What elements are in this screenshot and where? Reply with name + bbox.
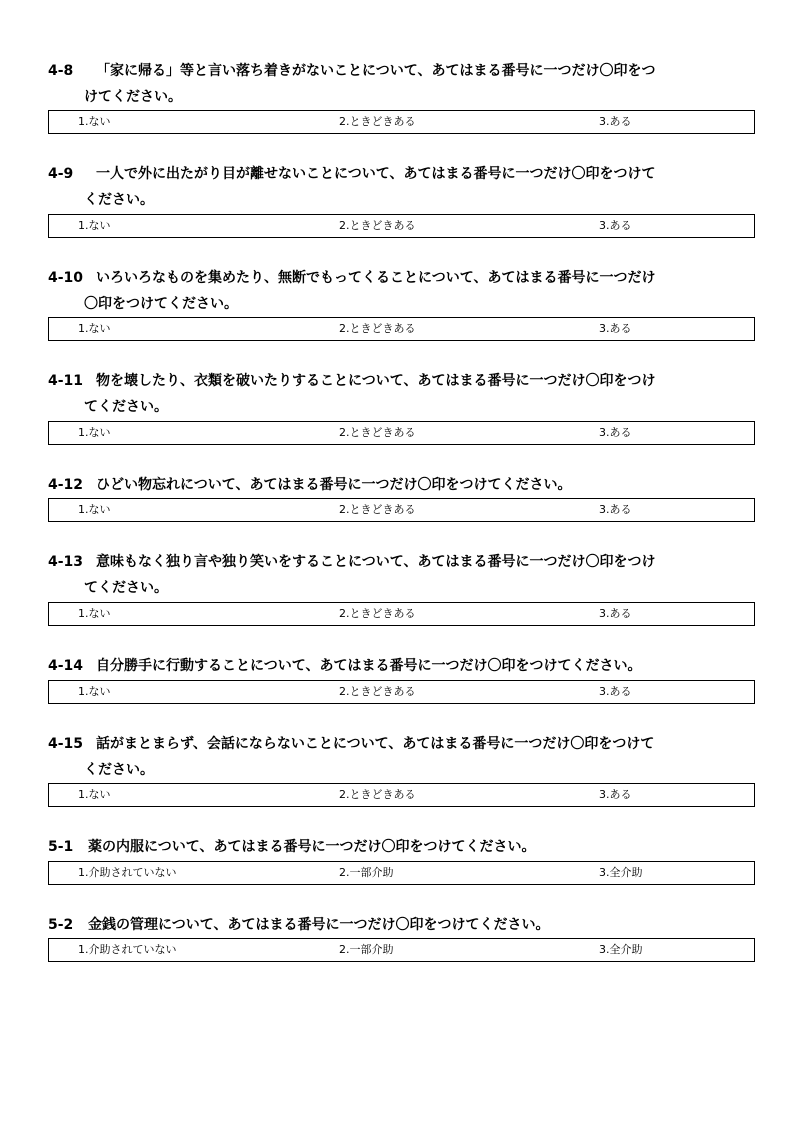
answer-options-box — [48, 783, 755, 807]
option-3[interactable]: 3.ある — [599, 607, 632, 620]
answer-options-box — [48, 110, 755, 134]
question-number: 4-10 — [48, 270, 84, 286]
question-number: 4-14 — [48, 658, 84, 674]
question-text-line2: ください。 — [84, 762, 154, 778]
question-number: 4-12 — [48, 477, 84, 493]
option-2[interactable]: 2.一部介助 — [339, 866, 394, 879]
option-1[interactable]: 1.ない — [78, 322, 111, 335]
answer-options-box — [48, 317, 755, 341]
option-2[interactable]: 2.一部介助 — [339, 943, 394, 956]
question-number: 4-15 — [48, 736, 84, 752]
question-heading — [48, 472, 756, 498]
option-1[interactable]: 1.ない — [78, 607, 111, 620]
question-text-line2: 〇印をつけてください。 — [84, 296, 238, 312]
option-3[interactable]: 3.ある — [599, 219, 632, 232]
answer-options-box — [48, 861, 755, 885]
question-text-line1: 金銭の管理について、あてはまる番号に一つだけ〇印をつけてください。 — [88, 917, 550, 933]
option-2[interactable]: 2.ときどきある — [339, 219, 416, 232]
option-3[interactable]: 3.ある — [599, 426, 632, 439]
question-text-line1: 「家に帰る」等と言い落ち着きがないことについて、あてはまる番号に一つだけ〇印をつ — [96, 63, 656, 79]
option-1[interactable]: 1.ない — [78, 788, 111, 801]
question-text-line1: 話がまとまらず、会話にならないことについて、あてはまる番号に一つだけ〇印をつけて — [96, 736, 655, 752]
question-text-line2: てください。 — [84, 580, 168, 596]
option-3[interactable]: 3.全介助 — [599, 943, 643, 956]
option-3[interactable]: 3.ある — [599, 788, 632, 801]
option-1[interactable]: 1.ない — [78, 115, 111, 128]
question-heading — [48, 912, 756, 938]
question-number: 4-8 — [48, 63, 74, 79]
question-number: 4-9 — [48, 166, 74, 182]
option-2[interactable]: 2.ときどきある — [339, 115, 416, 128]
option-1[interactable]: 1.ない — [78, 426, 111, 439]
question-number: 5-2 — [48, 917, 74, 933]
question-text-line1: 薬の内服について、あてはまる番号に一つだけ〇印をつけてください。 — [88, 839, 536, 855]
question-text-line1: ひどい物忘れについて、あてはまる番号に一つだけ〇印をつけてください。 — [96, 477, 572, 493]
question-number: 4-13 — [48, 554, 84, 570]
option-1[interactable]: 1.ない — [78, 685, 111, 698]
question-heading — [48, 368, 756, 420]
question-heading — [48, 265, 756, 317]
option-1[interactable]: 1.介助されていない — [78, 943, 177, 956]
answer-options-box — [48, 498, 755, 522]
question-text-line2: てください。 — [84, 399, 168, 415]
answer-options-box — [48, 602, 755, 626]
question-text-line1: 意味もなく独り言や独り笑いをすることについて、あてはまる番号に一つだけ〇印をつけ — [96, 554, 656, 570]
question-heading — [48, 731, 756, 783]
option-3[interactable]: 3.ある — [599, 115, 632, 128]
answer-options-box — [48, 421, 755, 445]
question-number: 4-11 — [48, 373, 84, 389]
question-text-line2: ください。 — [84, 192, 154, 208]
question-heading — [48, 161, 756, 213]
option-3[interactable]: 3.全介助 — [599, 866, 643, 879]
question-number: 5-1 — [48, 839, 74, 855]
option-2[interactable]: 2.ときどきある — [339, 503, 416, 516]
option-1[interactable]: 1.介助されていない — [78, 866, 177, 879]
option-1[interactable]: 1.ない — [78, 219, 111, 232]
question-text-line2: けてください。 — [84, 89, 182, 105]
option-3[interactable]: 3.ある — [599, 322, 632, 335]
answer-options-box — [48, 938, 755, 962]
option-2[interactable]: 2.ときどきある — [339, 426, 416, 439]
option-2[interactable]: 2.ときどきある — [339, 788, 416, 801]
question-text-line1: 一人で外に出たがり目が離せないことについて、あてはまる番号に一つだけ〇印をつけて — [96, 166, 656, 182]
option-3[interactable]: 3.ある — [599, 685, 632, 698]
question-text-line1: 自分勝手に行動することについて、あてはまる番号に一つだけ〇印をつけてください。 — [96, 658, 642, 674]
option-2[interactable]: 2.ときどきある — [339, 607, 416, 620]
question-text-line1: 物を壊したり、衣類を破いたりすることについて、あてはまる番号に一つだけ〇印をつけ — [96, 373, 656, 389]
option-1[interactable]: 1.ない — [78, 503, 111, 516]
option-2[interactable]: 2.ときどきある — [339, 685, 416, 698]
option-2[interactable]: 2.ときどきある — [339, 322, 416, 335]
question-heading — [48, 549, 756, 601]
option-3[interactable]: 3.ある — [599, 503, 632, 516]
question-heading — [48, 653, 756, 679]
question-heading — [48, 834, 756, 860]
answer-options-box — [48, 680, 755, 704]
question-heading — [48, 58, 756, 110]
answer-options-box — [48, 214, 755, 238]
question-text-line1: いろいろなものを集めたり、無断でもってくることについて、あてはまる番号に一つだけ — [96, 270, 656, 286]
